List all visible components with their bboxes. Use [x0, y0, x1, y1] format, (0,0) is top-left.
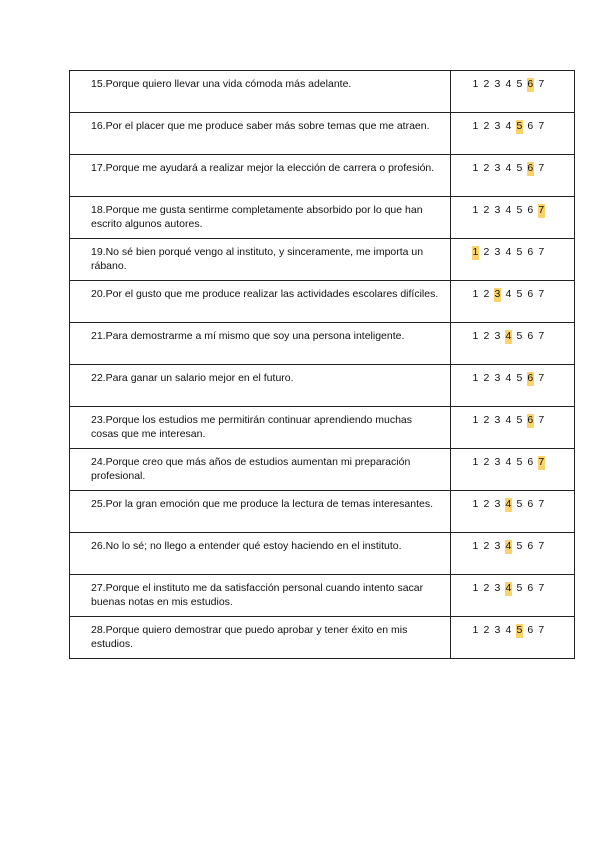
rating-scale — [451, 491, 574, 512]
question-text: 27.Porque el instituto me da satisfacción personal cuando intento sacar buenas notas en mis estudios. — [91, 582, 424, 608]
rating-option[interactable]: 1 — [472, 582, 479, 594]
question-cell — [70, 281, 451, 323]
rating-option[interactable]: 2 — [483, 498, 490, 510]
rating-option[interactable]: 2 — [483, 582, 490, 594]
rating-option[interactable]: 5 — [516, 204, 523, 216]
rating-option[interactable]: 6 — [527, 582, 534, 594]
rating-option[interactable]: 7 — [538, 120, 545, 132]
rating-option-selected[interactable]: 1 — [472, 246, 479, 258]
rating-option-selected[interactable]: 5 — [516, 624, 523, 636]
question-text: 26.No lo sé; no llego a entender qué estoy haciendo en el instituto. — [91, 540, 402, 552]
rating-scale — [451, 449, 574, 470]
rating-option[interactable]: 7 — [538, 246, 545, 258]
rating-option[interactable]: 3 — [494, 498, 501, 510]
survey-row — [70, 113, 575, 155]
rating-option[interactable]: 3 — [494, 78, 501, 90]
rating-scale — [451, 71, 574, 92]
rating-option[interactable]: 2 — [483, 372, 490, 384]
rating-scale — [451, 365, 574, 386]
rating-scale — [451, 197, 574, 218]
rating-option[interactable]: 1 — [472, 204, 479, 216]
survey-row — [70, 197, 575, 239]
rating-option[interactable]: 5 — [516, 372, 523, 384]
rating-scale — [451, 239, 574, 260]
rating-option[interactable]: 1 — [472, 330, 479, 342]
rating-cell — [451, 365, 575, 407]
rating-option[interactable]: 1 — [472, 120, 479, 132]
rating-option[interactable]: 3 — [494, 330, 501, 342]
rating-cell — [451, 533, 575, 575]
rating-cell — [451, 197, 575, 239]
rating-option[interactable]: 7 — [538, 162, 545, 174]
rating-option-selected[interactable]: 6 — [527, 78, 534, 90]
rating-cell — [451, 407, 575, 449]
survey-row — [70, 491, 575, 533]
rating-option[interactable]: 7 — [538, 78, 545, 90]
question-cell — [70, 197, 451, 239]
rating-option-selected[interactable]: 7 — [538, 204, 545, 216]
rating-option-selected[interactable]: 4 — [505, 498, 512, 510]
rating-scale — [451, 113, 574, 134]
survey-row — [70, 281, 575, 323]
question-cell — [70, 491, 451, 533]
rating-scale — [451, 533, 574, 554]
question-cell — [70, 113, 451, 155]
rating-scale — [451, 575, 574, 596]
rating-option[interactable]: 1 — [472, 498, 479, 510]
survey-row — [70, 617, 575, 659]
rating-option[interactable]: 2 — [483, 246, 490, 258]
rating-option[interactable]: 4 — [505, 246, 512, 258]
rating-option-selected[interactable]: 5 — [516, 120, 523, 132]
rating-option[interactable]: 3 — [494, 372, 501, 384]
question-text: 15.Porque quiero llevar una vida cómoda más adelante. — [91, 78, 352, 90]
rating-option-selected[interactable]: 4 — [505, 582, 512, 594]
rating-option[interactable]: 7 — [538, 372, 545, 384]
rating-option[interactable]: 4 — [505, 120, 512, 132]
rating-cell — [451, 575, 575, 617]
question-cell — [70, 71, 451, 113]
question-cell — [70, 239, 451, 281]
rating-option[interactable]: 5 — [516, 540, 523, 552]
rating-option[interactable]: 2 — [483, 288, 490, 300]
rating-cell — [451, 239, 575, 281]
rating-option-selected[interactable]: 6 — [527, 372, 534, 384]
rating-option[interactable]: 4 — [505, 624, 512, 636]
question-cell — [70, 575, 451, 617]
survey-row — [70, 533, 575, 575]
rating-option[interactable]: 3 — [494, 204, 501, 216]
rating-cell — [451, 449, 575, 491]
rating-option[interactable]: 7 — [538, 330, 545, 342]
rating-option[interactable]: 6 — [527, 456, 534, 468]
rating-option[interactable]: 2 — [483, 120, 490, 132]
question-cell — [70, 365, 451, 407]
rating-option[interactable]: 3 — [494, 162, 501, 174]
question-text: 28.Porque quiero demostrar que puedo aprobar y tener éxito en mis estudios. — [91, 624, 408, 650]
survey-row — [70, 323, 575, 365]
rating-option[interactable]: 5 — [516, 498, 523, 510]
survey-body — [70, 71, 575, 659]
question-text: 19.No sé bien porqué vengo al instituto, y sinceramente, me importa un rábano. — [91, 246, 424, 272]
rating-option[interactable]: 4 — [505, 288, 512, 300]
rating-option[interactable]: 1 — [472, 414, 479, 426]
rating-cell — [451, 323, 575, 365]
question-text: 17.Porque me ayudará a realizar mejor la elección de carrera o profesión. — [91, 162, 435, 174]
rating-cell — [451, 71, 575, 113]
rating-cell — [451, 617, 575, 659]
survey-row — [70, 365, 575, 407]
survey-table — [69, 70, 575, 659]
rating-option[interactable]: 6 — [527, 540, 534, 552]
rating-option[interactable]: 4 — [505, 414, 512, 426]
rating-option[interactable]: 3 — [494, 582, 501, 594]
rating-scale — [451, 617, 574, 638]
rating-option[interactable]: 5 — [516, 330, 523, 342]
rating-option[interactable]: 5 — [516, 582, 523, 594]
rating-scale — [451, 323, 574, 344]
survey-row — [70, 239, 575, 281]
rating-option[interactable]: 5 — [516, 162, 523, 174]
rating-scale — [451, 155, 574, 176]
rating-option[interactable]: 6 — [527, 624, 534, 636]
rating-option[interactable]: 7 — [538, 540, 545, 552]
rating-option[interactable]: 7 — [538, 288, 545, 300]
survey-row — [70, 155, 575, 197]
rating-option[interactable]: 5 — [516, 414, 523, 426]
rating-option[interactable]: 5 — [516, 246, 523, 258]
rating-option[interactable]: 7 — [538, 624, 545, 636]
rating-cell — [451, 281, 575, 323]
rating-option[interactable]: 2 — [483, 624, 490, 636]
rating-option[interactable]: 1 — [472, 372, 479, 384]
survey-row — [70, 71, 575, 113]
rating-option[interactable]: 4 — [505, 456, 512, 468]
rating-option-selected[interactable]: 6 — [527, 414, 534, 426]
question-text: 20.Por el gusto que me produce realizar las actividades escolares difíciles. — [91, 288, 439, 300]
rating-option[interactable]: 4 — [505, 162, 512, 174]
rating-option-selected[interactable]: 4 — [505, 330, 512, 342]
rating-option[interactable]: 3 — [494, 624, 501, 636]
rating-option[interactable]: 3 — [494, 540, 501, 552]
rating-option-selected[interactable]: 4 — [505, 540, 512, 552]
rating-option[interactable]: 5 — [516, 288, 523, 300]
rating-option[interactable]: 2 — [483, 162, 490, 174]
question-text: 23.Porque los estudios me permitirán continuar aprendiendo muchas cosas que me interesan. — [91, 414, 413, 440]
rating-option[interactable]: 3 — [494, 456, 501, 468]
rating-option[interactable]: 5 — [516, 456, 523, 468]
rating-option[interactable]: 3 — [494, 414, 501, 426]
survey-row — [70, 449, 575, 491]
rating-option[interactable]: 2 — [483, 204, 490, 216]
question-cell — [70, 617, 451, 659]
rating-option[interactable]: 6 — [527, 498, 534, 510]
rating-option[interactable]: 1 — [472, 456, 479, 468]
rating-cell — [451, 155, 575, 197]
rating-option[interactable]: 6 — [527, 330, 534, 342]
rating-option-selected[interactable]: 7 — [538, 456, 545, 468]
rating-scale — [451, 407, 574, 428]
rating-scale — [451, 281, 574, 302]
rating-option[interactable]: 1 — [472, 624, 479, 636]
rating-option[interactable]: 2 — [483, 414, 490, 426]
question-text: 25.Por la gran emoción que me produce la lectura de temas interesantes. — [91, 498, 434, 510]
rating-option[interactable]: 3 — [494, 246, 501, 258]
question-cell — [70, 155, 451, 197]
question-text: 21.Para demostrarme a mí mismo que soy una persona inteligente. — [91, 330, 405, 342]
question-text: 24.Porque creo que más años de estudios aumentan mi preparación profesional. — [91, 456, 411, 482]
rating-option-selected[interactable]: 6 — [527, 162, 534, 174]
rating-option[interactable]: 7 — [538, 582, 545, 594]
rating-option[interactable]: 4 — [505, 204, 512, 216]
rating-option[interactable]: 6 — [527, 120, 534, 132]
rating-option[interactable]: 2 — [483, 330, 490, 342]
question-text: 18.Porque me gusta sentirme completamente absorbido por lo que han escrito algunos autores. — [91, 204, 423, 230]
rating-option[interactable]: 2 — [483, 540, 490, 552]
rating-option[interactable]: 6 — [527, 204, 534, 216]
rating-option[interactable]: 7 — [538, 498, 545, 510]
question-text: 22.Para ganar un salario mejor en el futuro. — [91, 372, 294, 384]
rating-cell — [451, 113, 575, 155]
rating-option[interactable]: 2 — [483, 456, 490, 468]
rating-option[interactable]: 1 — [472, 288, 479, 300]
rating-option[interactable]: 6 — [527, 288, 534, 300]
rating-option[interactable]: 1 — [472, 540, 479, 552]
question-cell — [70, 533, 451, 575]
question-text: 16.Por el placer que me produce saber más sobre temas que me atraen. — [91, 120, 430, 132]
survey-row — [70, 575, 575, 617]
rating-option-selected[interactable]: 3 — [494, 288, 501, 300]
rating-cell — [451, 491, 575, 533]
rating-option[interactable]: 6 — [527, 246, 534, 258]
rating-option[interactable]: 4 — [505, 78, 512, 90]
question-cell — [70, 407, 451, 449]
rating-option[interactable]: 1 — [472, 78, 479, 90]
question-cell — [70, 449, 451, 491]
rating-option[interactable]: 4 — [505, 372, 512, 384]
survey-row — [70, 407, 575, 449]
rating-option[interactable]: 2 — [483, 78, 490, 90]
rating-option[interactable]: 3 — [494, 120, 501, 132]
rating-option[interactable]: 5 — [516, 78, 523, 90]
rating-option[interactable]: 1 — [472, 162, 479, 174]
rating-option[interactable]: 7 — [538, 414, 545, 426]
question-cell — [70, 323, 451, 365]
